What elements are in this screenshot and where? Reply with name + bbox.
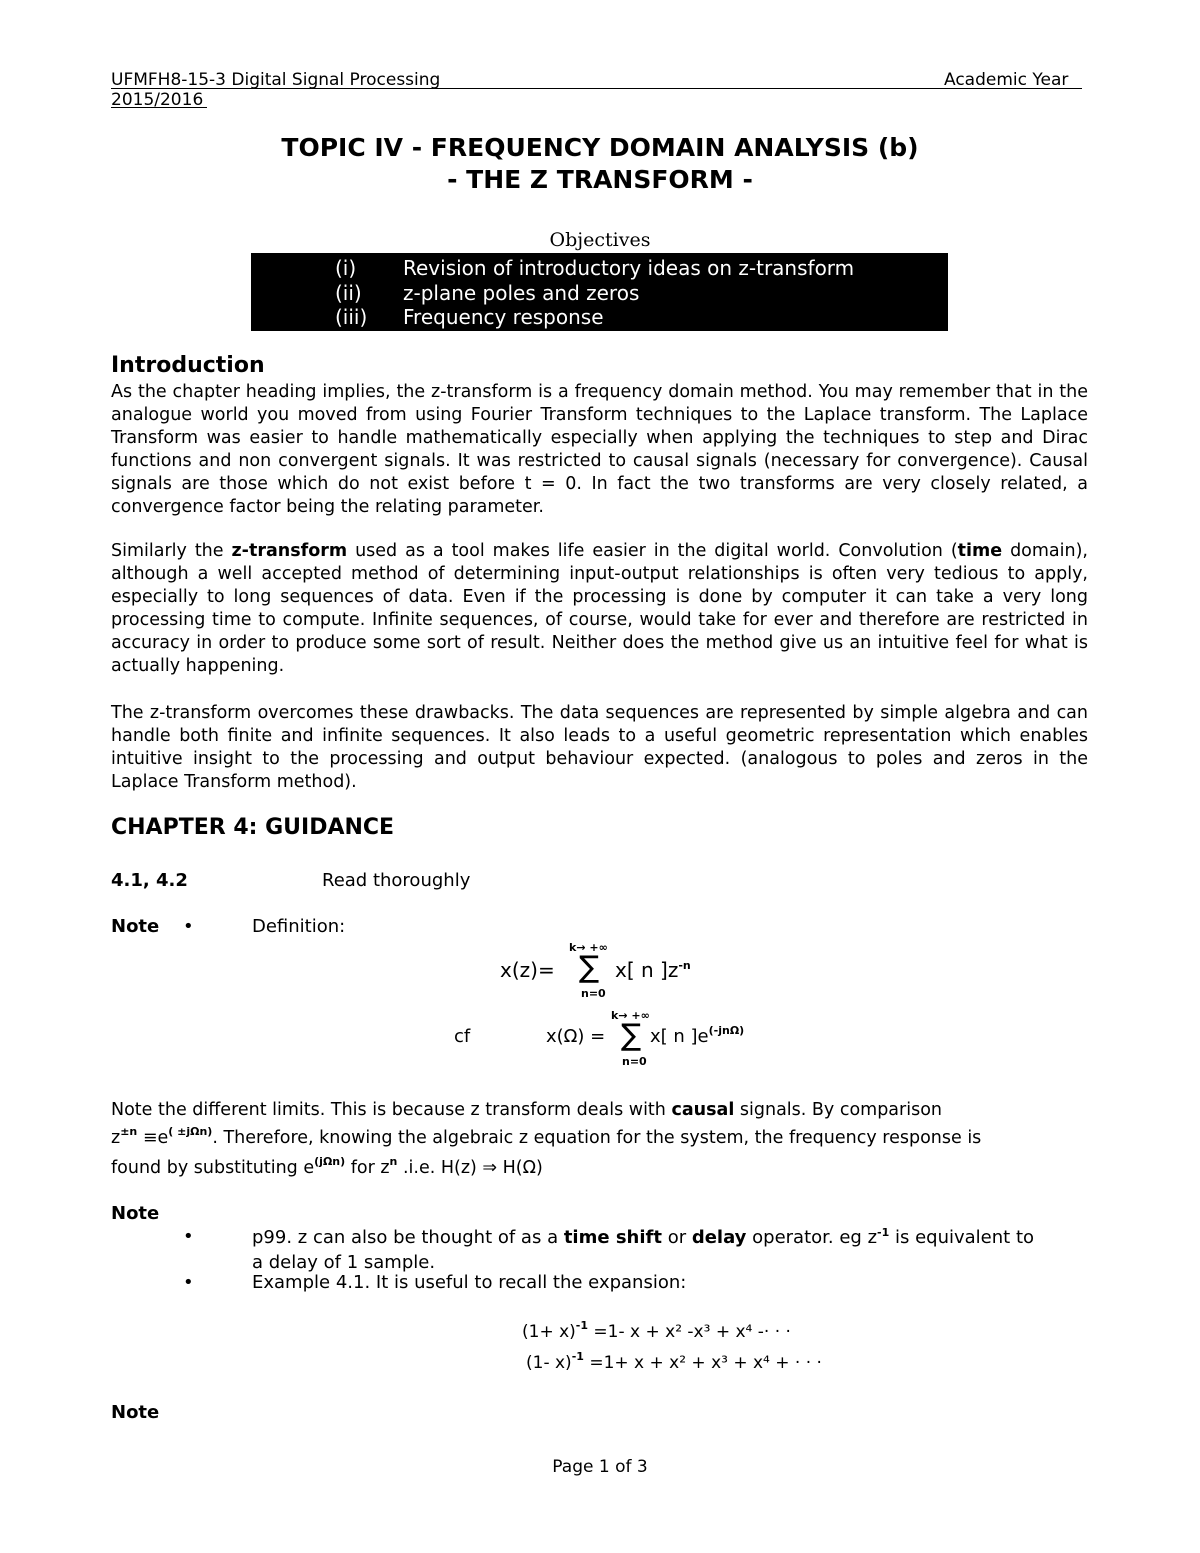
objectives-box (251, 253, 948, 331)
cf-label: cf (454, 1026, 471, 1047)
objective-item (251, 256, 948, 281)
eq2-upper-limit: k→ +∞ (611, 1009, 650, 1022)
intro-paragraph-2: Similarly the z-transform used as a tool makes life easier in the digital world. Convolution (time domain), although a well accepted method of determining input-output relationships is often very tedious to apply, especially to long sequences of data. Even if the processing is done by computer it can take a very long processing time to compute. Infinite sequences, of course, would take for ever and therefore are restricted in accuracy in order to produce some sort of result. Neither does the method give us an intuitive feel for what is actually happening. (111, 541, 1088, 677)
header-rule (111, 88, 1082, 89)
definition-label: Definition: (252, 916, 346, 937)
eq2-lower-limit: n=0 (622, 1055, 647, 1068)
objective-item (251, 281, 948, 306)
objective-number: (iii) (335, 305, 368, 329)
header-rule-2 (111, 107, 207, 108)
note-label: Note (111, 1402, 160, 1423)
academic-year: 2015/2016 (111, 90, 204, 110)
introduction-heading: Introduction (111, 353, 265, 378)
eq1-lower-limit: n=0 (581, 987, 606, 1000)
page-number: Page 1 of 3 (552, 1457, 648, 1477)
z-symbol: z (111, 1128, 121, 1148)
eq2-body: x[ n ]$e^{(-jn\Omega)}$ (650, 1024, 745, 1047)
eq1-body: x[ n ]$z^{-n}$ (615, 958, 691, 982)
chapter-heading: CHAPTER 4: GUIDANCE (111, 815, 395, 840)
objective-text: Frequency response (403, 305, 604, 329)
example-note: Example 4.1. It is useful to recall the expansion: (252, 1272, 687, 1293)
course-title: UFMFH8-15-3 Digital Signal Processing (111, 70, 441, 90)
bullet: • (183, 1272, 194, 1293)
eq1-lhs: x(z)= (500, 958, 555, 982)
objective-number: (i) (335, 256, 357, 280)
academic-year-label: Academic Year (944, 70, 1069, 90)
note-label: Note (111, 916, 160, 937)
page-subtitle: - THE Z TRANSFORM - (447, 165, 753, 194)
objective-item (251, 305, 948, 330)
bullet: • (183, 1226, 194, 1247)
objective-text: Revision of introductory ideas on z-transform (403, 256, 855, 280)
section-instruction: Read thoroughly (322, 870, 471, 891)
eq2-lhs: x(Ω) = (546, 1026, 606, 1047)
page-title: TOPIC IV - FREQUENCY DOMAIN ANALYSIS (b) (281, 133, 919, 162)
bullet: • (183, 916, 194, 937)
objectives-label: Objectives (549, 229, 651, 251)
expansion-2: (1- x)$^{-1}$ =1+ x + x² + x³ + x⁴ + · · · (526, 1350, 822, 1373)
eq1-upper-limit: k→ +∞ (569, 941, 608, 954)
section-number: 4.1, 4.2 (111, 870, 188, 891)
note-label: Note (111, 1203, 160, 1224)
limits-paragraph: Note the different limits. This is because z transform deals with causal signals. By comparison $z^{\pm n} \equiv e^{( \pm j\Omega n)}$. Therefore, knowing the algebraic z equation for the system, the frequency response is found by substituting $e^{(j\Omega n)}$ for $z^n$ .i.e. H(z) ⇒ H(Ω) (111, 1100, 982, 1178)
summation-icon: ∑ (621, 1018, 642, 1053)
objective-text: z-plane poles and zeros (403, 281, 640, 305)
delay-operator-note: p99. z can also be thought of as a time shift or delay operator. eg $z^{-1}$ is equivalent to a delay of 1 sample. (252, 1226, 1035, 1273)
expansion-1: $(1+ x)^{-1} =1-$ x + x² -x³ + x⁴ -· · · (522, 1319, 791, 1342)
objective-number: (ii) (335, 281, 362, 305)
summation-icon: ∑ (579, 950, 600, 985)
intro-paragraph-1: As the chapter heading implies, the z-transform is a frequency domain method. You may remember that in the analogue world you moved from using Fourier Transform techniques to the Laplace transform. The Laplace Transform was easier to handle mathematically especially when applying the techniques to step and Dirac functions and non convergent signals. It was restricted to causal signals (necessary for convergence). Causal signals are those which do not exist before t = 0. In fact the two transforms are very closely related, a convergence factor being the relating parameter. (111, 382, 1088, 518)
intro-paragraph-3: The z-transform overcomes these drawbacks. The data sequences are represented by simple algebra and can handle both finite and infinite sequences. It also leads to a useful geometric representation which enables intuitive insight to the processing and output behaviour expected. (analogous to poles and zeros in the Laplace Transform method). (111, 703, 1088, 793)
